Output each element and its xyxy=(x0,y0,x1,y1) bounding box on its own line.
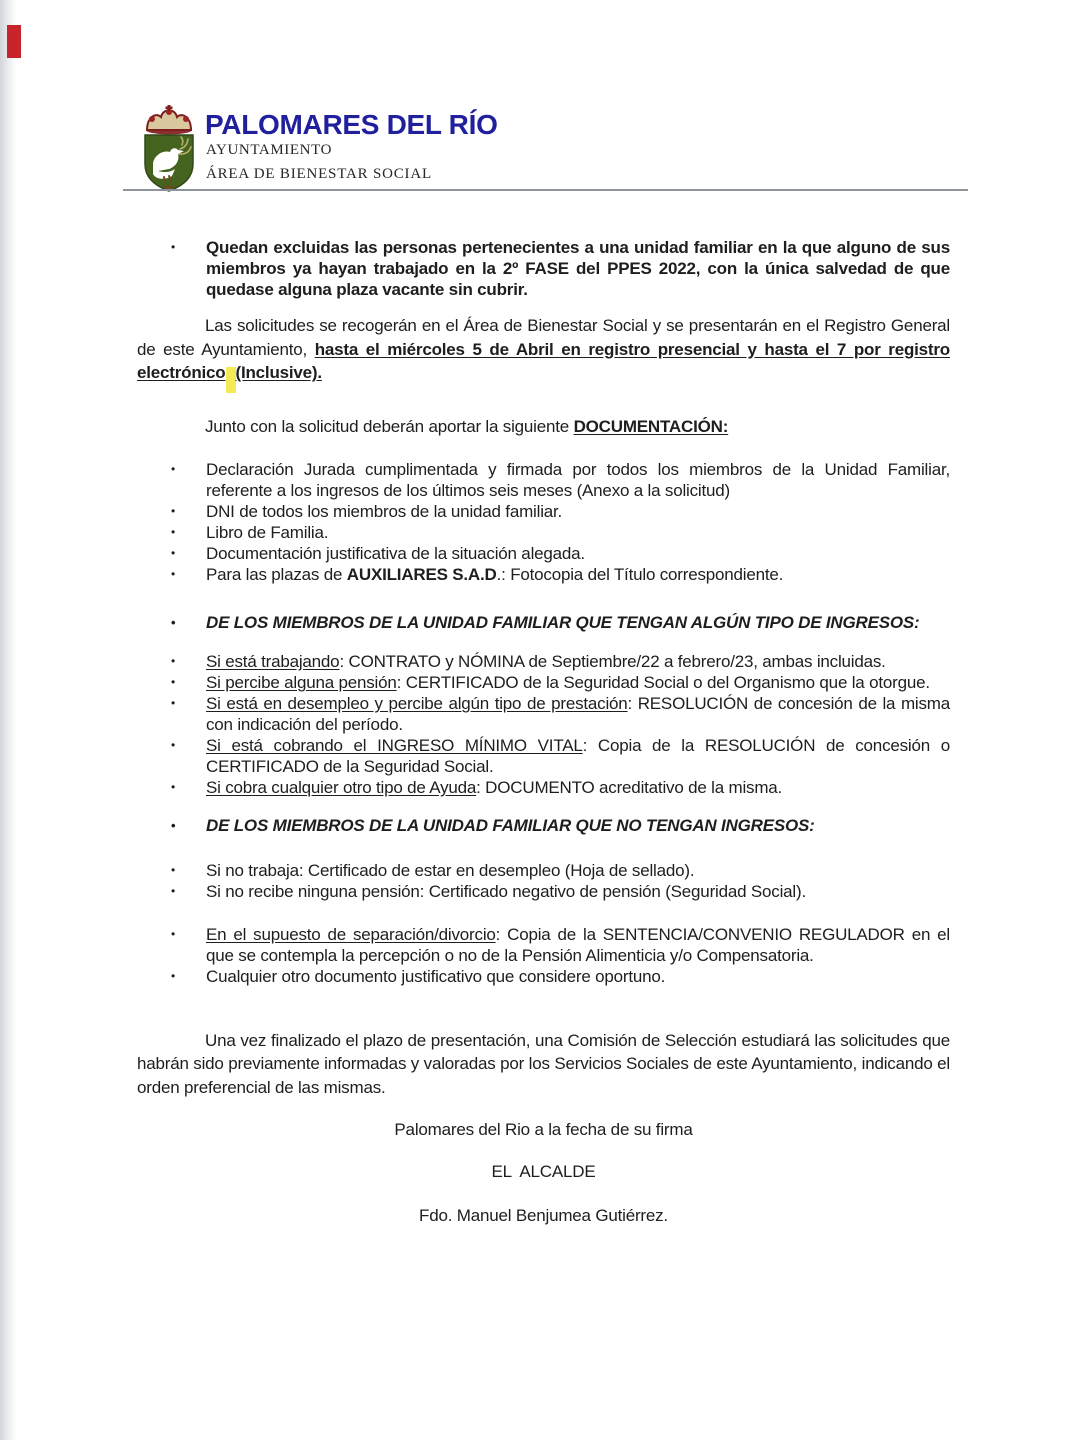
list-item xyxy=(137,522,950,543)
scan-edge-shadow xyxy=(0,0,17,1440)
text-segment: Si no recibe ninguna pensión: Certificado negativo de pensión (Seguridad Social). xyxy=(206,881,806,901)
closing-paragraph xyxy=(137,1029,950,1100)
text-segment: .: Fotocopia del Título correspondiente. xyxy=(496,564,784,584)
sin-ingresos-bullet-list xyxy=(137,860,950,902)
text-segment: : CONTRATO y NÓMINA de Septiembre/22 a febrero/23, ambas incluidas. xyxy=(339,652,886,671)
list-item xyxy=(137,564,950,585)
text-segment: Una vez finalizado el plazo de presentación, una Comisión de Selección estudiará las solicitudes que habrán sido previamente informadas y valoradas por los Servicios Sociales de este Ayuntamiento, indicando el orden preferencial de las mismas. xyxy=(137,1030,950,1097)
list-item-text xyxy=(206,522,950,543)
bullet-icon: • xyxy=(171,545,176,560)
section-heading-text xyxy=(206,611,921,635)
list-item xyxy=(137,459,950,501)
extra-bullet-list xyxy=(137,924,950,987)
list-item-text xyxy=(206,966,950,987)
text-segment: : Copia de la SENTENCIA/CONVENIO REGULADOR en el que se contempla la percepción o no de la Pensión Alimenticia y/o Compensatoria. xyxy=(206,924,951,965)
list-item xyxy=(137,651,950,672)
text-segment: En el supuesto de separación/divorcio xyxy=(206,924,496,944)
coat-of-arms-logo xyxy=(136,104,202,196)
text-segment: Junto con la solicitud deberán aportar la siguiente xyxy=(205,417,574,436)
header-divider xyxy=(123,189,968,191)
text-segment: Para las plazas de xyxy=(206,564,347,584)
list-item xyxy=(137,966,950,987)
org-subtitle-area: ÁREA DE BIENESTAR SOCIAL xyxy=(206,166,432,182)
bullet-icon: • xyxy=(171,862,176,877)
text-segment: Cualquier otro documento justificativo que considere oportuno. xyxy=(206,966,666,986)
text-segment: Documentación justificativa de la situación alegada. xyxy=(206,543,585,563)
list-item-text xyxy=(206,543,950,564)
section-heading-text xyxy=(206,814,921,838)
text-segment: Las solicitudes se recogerán en el Área de Bienestar Social y se presentarán en el Registro General de este Ayuntamiento, xyxy=(137,316,950,359)
bullet-icon: • xyxy=(171,780,176,794)
signature-place-line: Palomares del Rio a la fecha de su firma xyxy=(394,1120,693,1139)
bullet-icon: • xyxy=(171,883,176,898)
text-segment: Declaración Jurada cumplimentada y firmada por todos los miembros de la Unidad Familiar, referente a los ingresos de los últimos seis meses (Anexo a la solicitud) xyxy=(206,459,950,500)
text-segment: Si está trabajando xyxy=(206,652,340,671)
list-item-text xyxy=(206,860,950,881)
list-item xyxy=(137,501,950,522)
list-item-text xyxy=(206,735,950,777)
list-item xyxy=(137,860,950,881)
list-item-text xyxy=(206,672,950,693)
documentacion-intro-paragraph xyxy=(137,415,950,439)
bullet-icon: • xyxy=(171,818,176,833)
bullet-icon: • xyxy=(171,240,176,254)
text-segment: : RESOLUCIÓN de concesión de la misma con indicación del período. xyxy=(206,694,951,734)
documentacion-bullet-list xyxy=(137,459,950,585)
text-segment: : DOCUMENTO acreditativo de la misma. xyxy=(476,778,783,797)
list-item xyxy=(137,924,950,966)
text-segment xyxy=(226,367,236,393)
list-item-text xyxy=(206,501,950,522)
org-subtitle-ayuntamiento: AYUNTAMIENTO xyxy=(206,142,332,158)
red-marker xyxy=(7,25,21,58)
list-item-text xyxy=(206,459,950,501)
text-segment: Si no trabaja: Certificado de estar en desempleo (Hoja de sellado). xyxy=(206,860,695,880)
list-item-text xyxy=(206,651,950,672)
text-segment: AUXILIARES S.A.D xyxy=(346,564,497,584)
page-title: PALOMARES DEL RÍO xyxy=(205,109,498,140)
list-item xyxy=(137,735,950,777)
text-segment: DNI de todos los miembros de la unidad familiar. xyxy=(206,501,563,521)
list-item-text xyxy=(206,777,950,798)
text-segment: Si percibe alguna pensión xyxy=(206,673,397,692)
bullet-icon: • xyxy=(171,503,176,518)
intro-bullet-text xyxy=(206,237,950,300)
bullet-icon: • xyxy=(171,614,176,630)
bullet-icon: • xyxy=(171,524,176,539)
list-item xyxy=(137,543,950,564)
list-item xyxy=(137,693,950,735)
text-segment: hasta el miércoles 5 de Abril en registro presencial y hasta el 7 por registro electrónico xyxy=(137,339,950,382)
text-segment: : CERTIFICADO de la Seguridad Social o del Organismo que la otorgue. xyxy=(396,673,930,692)
list-item xyxy=(137,672,950,693)
con-ingresos-bullet-list xyxy=(137,651,950,798)
bullet-icon: • xyxy=(171,654,176,668)
intro-bullet xyxy=(137,237,950,300)
text-segment: Si cobra cualquier otro tipo de Ayuda xyxy=(206,778,477,797)
document-body xyxy=(137,237,950,1228)
text-segment: Si está cobrando el INGRESO MÍNIMO VITAL xyxy=(206,736,583,755)
bullet-icon: • xyxy=(171,696,176,710)
text-segment: (Inclusive). xyxy=(235,363,322,382)
text-segment: Libro de Familia. xyxy=(206,522,329,542)
list-item xyxy=(137,881,950,902)
list-item-text xyxy=(206,881,950,902)
text-segment: DE LOS MIEMBROS DE LA UNIDAD FAMILIAR QUE TENGAN ALGÚN TIPO DE INGRESOS: xyxy=(206,612,920,632)
text-segment: DE LOS MIEMBROS DE LA UNIDAD FAMILIAR QUE NO TENGAN INGRESOS: xyxy=(206,816,815,835)
solicitudes-paragraph xyxy=(137,314,950,393)
text-segment: : Copia de la RESOLUCIÓN de concesión o CERTIFICADO de la Seguridad Social. xyxy=(206,736,950,776)
section-heading-sin-ingresos xyxy=(137,814,950,838)
list-item-text xyxy=(206,564,950,585)
bullet-icon: • xyxy=(171,738,176,752)
bullet-icon: • xyxy=(171,926,176,941)
section-heading-con-ingresos xyxy=(137,611,950,635)
signature-role-line: EL ALCALDE xyxy=(491,1161,596,1181)
signature-name-line: Fdo. Manuel Benjumea Gutiérrez. xyxy=(419,1206,668,1225)
text-segment: Si está en desempleo y percibe algún tipo de prestación xyxy=(206,694,628,713)
text-segment: Quedan excluidas las personas pertenecientes a una unidad familiar en la que alguno de sus miembros ya hayan trabajado en la 2º FASE del PPES 2022, con la única salvedad de que quedase alguna plaza vacante sin cubrir. xyxy=(206,238,950,299)
list-item-text xyxy=(206,693,950,735)
list-item xyxy=(137,777,950,798)
bullet-icon: • xyxy=(171,461,176,476)
bullet-icon: • xyxy=(171,968,176,983)
bullet-icon: • xyxy=(171,675,176,689)
text-segment: DOCUMENTACIÓN: xyxy=(573,417,729,436)
bullet-icon: • xyxy=(171,566,176,581)
list-item-text xyxy=(206,924,950,966)
